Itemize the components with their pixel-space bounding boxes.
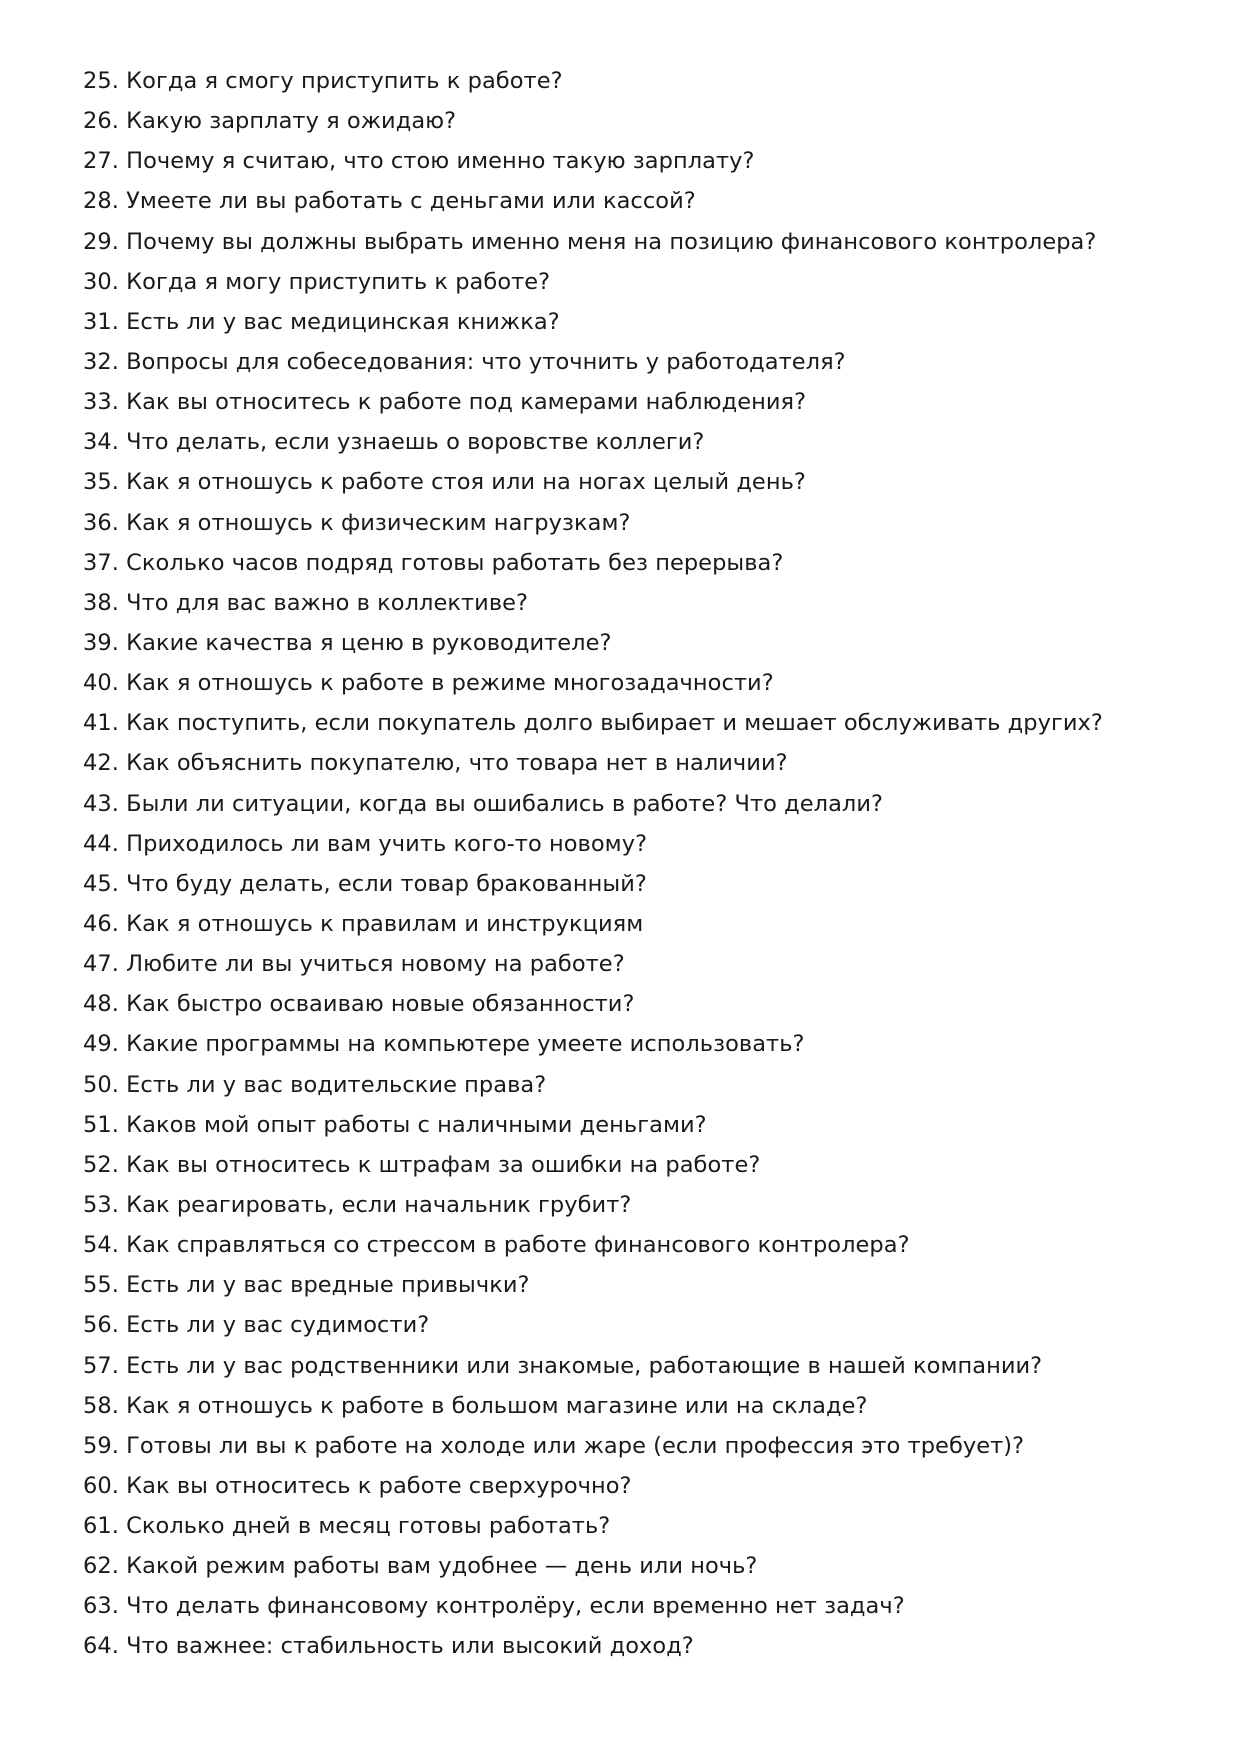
question-number: 52.: [83, 1151, 119, 1178]
question-number: 59.: [83, 1432, 119, 1459]
list-item: [83, 342, 1203, 382]
question-text: Как быстро осваиваю новые обязанности?: [126, 991, 635, 1018]
question-number: 38.: [83, 589, 119, 616]
question-text: Сколько дней в месяц готовы работать?: [126, 1513, 611, 1540]
question-text: Как реагировать, если начальник грубит?: [126, 1191, 632, 1218]
question-text: Когда я могу приступить к работе?: [126, 268, 551, 295]
question-number: 36.: [83, 509, 119, 536]
question-number: 54.: [83, 1232, 119, 1259]
list-item: [83, 984, 1203, 1024]
question-number: 37.: [83, 549, 119, 576]
list-item: [83, 583, 1203, 623]
question-text: Как объяснить покупателю, что товара нет в наличии?: [126, 750, 788, 777]
list-item: [83, 1185, 1203, 1225]
question-number: 33.: [83, 389, 119, 416]
question-list: [83, 61, 1203, 1667]
list-item: [83, 623, 1203, 663]
list-item: [83, 543, 1203, 583]
question-number: 57.: [83, 1352, 119, 1379]
question-number: 60.: [83, 1472, 119, 1499]
question-text: Готовы ли вы к работе на холоде или жаре (если профессия это требует)?: [126, 1432, 1025, 1459]
list-item: [83, 302, 1203, 342]
question-number: 26.: [83, 108, 119, 135]
question-text: Есть ли у вас водительские права?: [126, 1071, 547, 1098]
question-number: 42.: [83, 750, 119, 777]
question-text: Были ли ситуации, когда вы ошибались в работе? Что делали?: [126, 790, 884, 817]
list-item: [83, 1225, 1203, 1265]
list-item: [83, 1145, 1203, 1185]
question-text: Почему я считаю, что стою именно такую зарплату?: [126, 148, 755, 175]
question-number: 55.: [83, 1272, 119, 1299]
question-text: Есть ли у вас судимости?: [126, 1312, 430, 1339]
question-number: 50.: [83, 1071, 119, 1098]
question-number: 35.: [83, 469, 119, 496]
list-item: [83, 663, 1203, 703]
list-item: [83, 1024, 1203, 1064]
question-text: Как вы относитесь к штрафам за ошибки на работе?: [126, 1151, 761, 1178]
list-item: [83, 1105, 1203, 1145]
list-item: [83, 1265, 1203, 1305]
question-number: 39.: [83, 629, 119, 656]
question-number: 61.: [83, 1513, 119, 1540]
question-text: Есть ли у вас медицинская книжка?: [126, 308, 560, 335]
list-item: [83, 1626, 1203, 1666]
list-item: [83, 1426, 1203, 1466]
question-text: Умеете ли вы работать с деньгами или кассой?: [126, 188, 696, 215]
question-text: Когда я смогу приступить к работе?: [126, 68, 563, 94]
list-item: [83, 864, 1203, 904]
list-item: [83, 1466, 1203, 1506]
question-number: 43.: [83, 790, 119, 817]
question-text: Как я отношусь к работе в режиме многозадачности?: [126, 670, 774, 697]
question-number: 28.: [83, 188, 119, 215]
list-item: [83, 784, 1203, 824]
list-item: [83, 1546, 1203, 1586]
list-item: [83, 61, 1203, 101]
question-text: Как справляться со стрессом в работе финансового контролера?: [126, 1232, 910, 1259]
question-text: Как я отношусь к физическим нагрузкам?: [126, 509, 631, 536]
question-number: 25.: [83, 68, 119, 94]
list-item: [83, 1586, 1203, 1626]
question-number: 63.: [83, 1593, 119, 1620]
question-number: 32.: [83, 348, 119, 375]
question-text: Что буду делать, если товар бракованный?: [126, 870, 647, 897]
list-item: [83, 904, 1203, 944]
list-item: [83, 1346, 1203, 1386]
question-text: Как я отношусь к работе стоя или на ногах целый день?: [126, 469, 806, 496]
question-number: 40.: [83, 670, 119, 697]
list-item: [83, 743, 1203, 783]
list-item: [83, 1386, 1203, 1426]
list-item: [83, 703, 1203, 743]
question-number: 30.: [83, 268, 119, 295]
question-text: Что делать, если узнаешь о воровстве коллеги?: [126, 429, 705, 456]
question-number: 56.: [83, 1312, 119, 1339]
question-text: Что для вас важно в коллективе?: [126, 589, 529, 616]
list-item: [83, 944, 1203, 984]
question-text: Любите ли вы учиться новому на работе?: [126, 951, 625, 978]
list-item: [83, 101, 1203, 141]
list-item: [83, 1305, 1203, 1345]
question-number: 48.: [83, 991, 119, 1018]
question-text: Как вы относитесь к работе под камерами наблюдения?: [126, 389, 807, 416]
question-text: Почему вы должны выбрать именно меня на позицию финансового контролера?: [126, 228, 1097, 255]
question-text: Как я отношусь к правилам и инструкциям: [126, 910, 644, 937]
list-item: [83, 422, 1203, 462]
question-text: Как поступить, если покупатель долго выбирает и мешает обслуживать других?: [126, 710, 1103, 737]
question-number: 29.: [83, 228, 119, 255]
question-text: Каков мой опыт работы с наличными деньгами?: [126, 1111, 707, 1138]
question-number: 27.: [83, 148, 119, 175]
question-text: Сколько часов подряд готовы работать без перерыва?: [126, 549, 784, 576]
question-number: 51.: [83, 1111, 119, 1138]
list-item: [83, 1506, 1203, 1546]
question-number: 47.: [83, 951, 119, 978]
question-number: 45.: [83, 870, 119, 897]
question-number: 64.: [83, 1633, 119, 1660]
question-text: Какие качества я ценю в руководителе?: [126, 629, 612, 656]
question-text: Что важнее: стабильность или высокий доход?: [126, 1633, 694, 1660]
question-text: Какие программы на компьютере умеете использовать?: [126, 1031, 805, 1058]
question-text: Приходилось ли вам учить кого-то новому?: [126, 830, 648, 857]
list-item: [83, 382, 1203, 422]
list-item: [83, 262, 1203, 302]
list-item: [83, 1065, 1203, 1105]
list-item: [83, 141, 1203, 181]
question-number: 44.: [83, 830, 119, 857]
question-number: 34.: [83, 429, 119, 456]
question-text: Какую зарплату я ожидаю?: [126, 108, 457, 135]
question-number: 62.: [83, 1553, 119, 1580]
question-number: 41.: [83, 710, 119, 737]
question-text: Есть ли у вас вредные привычки?: [126, 1272, 530, 1299]
question-number: 49.: [83, 1031, 119, 1058]
question-text: Что делать финансовому контролёру, если временно нет задач?: [126, 1593, 905, 1620]
list-item: [83, 222, 1203, 262]
list-item: [83, 462, 1203, 502]
question-number: 58.: [83, 1392, 119, 1419]
question-number: 31.: [83, 308, 119, 335]
question-text: Есть ли у вас родственники или знакомые, работающие в нашей компании?: [126, 1352, 1043, 1379]
list-item: [83, 181, 1203, 221]
question-text: Как вы относитесь к работе сверхурочно?: [126, 1472, 632, 1499]
question-number: 53.: [83, 1191, 119, 1218]
question-text: Вопросы для собеседования: что уточнить у работодателя?: [126, 348, 846, 375]
list-item: [83, 824, 1203, 864]
question-text: Как я отношусь к работе в большом магазине или на складе?: [126, 1392, 868, 1419]
list-item: [83, 503, 1203, 543]
question-text: Какой режим работы вам удобнее — день или ночь?: [126, 1553, 758, 1580]
question-number: 46.: [83, 910, 119, 937]
